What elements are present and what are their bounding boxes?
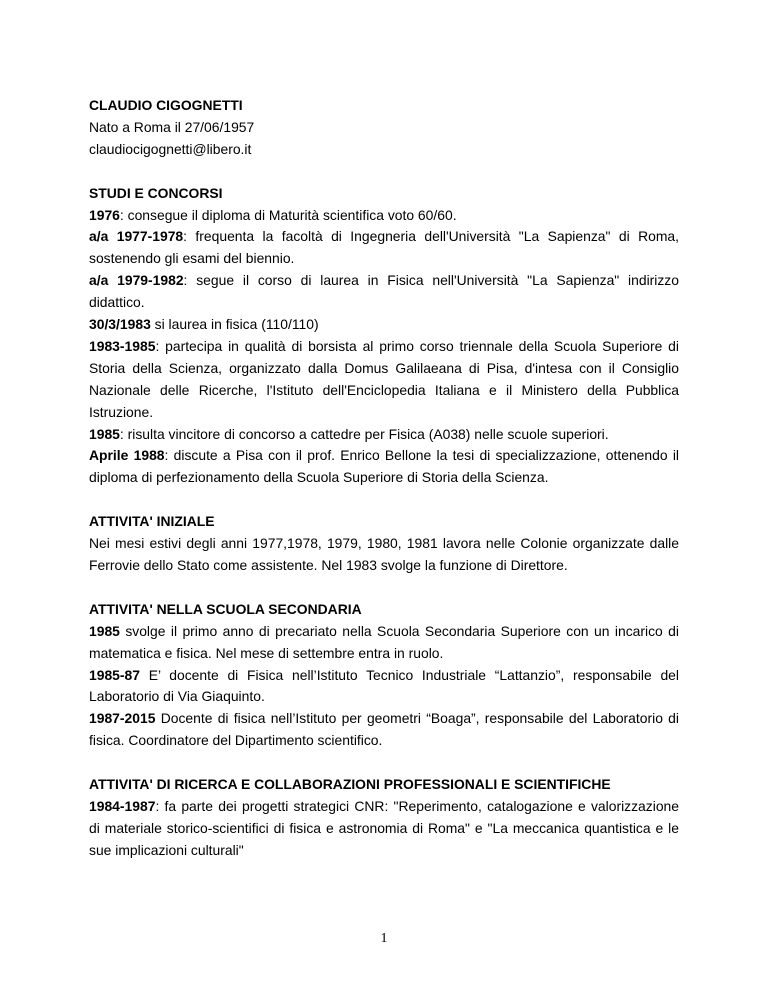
studi-entry: Aprile 1988: discute a Pisa con il prof. Enrico Bellone la tesi di specializzazione, ottenendo il diploma di perfezionamento della Scuola Superiore di Storia della Scienza. xyxy=(89,447,679,486)
studi-entry: 1983-1985: partecipa in qualità di borsista al primo corso triennale della Scuola Superiore di Storia della Scienza, organizzato dalla Domus Galilaeana di Pisa, d'intesa con il Consiglio Nazionale delle Ricerche, l'Istituto dell'Enciclopedia Italiana e il Ministero della Pubblica Istruzione. xyxy=(89,337,679,420)
section-title-iniziale: ATTIVITA' INIZIALE xyxy=(89,513,215,530)
page-number: 1 xyxy=(380,931,388,946)
secondaria-entry: 1987-2015 Docente di fisica nell’Istituto per geometri “Boaga”, responsabile del Laboratorio di fisica. Coordinatore del Dipartimento scientifico. xyxy=(89,710,679,749)
secondaria-entry: 1985 svolge il primo anno di precariato nella Scuola Secondaria Superiore con un incarico di matematica e fisica. Nel mese di settembre entra in ruolo. xyxy=(89,622,679,661)
section-title-secondaria: ATTIVITA' NELLA SCUOLA SECONDARIA xyxy=(89,600,362,617)
section-title-studi: STUDI E CONCORSI xyxy=(89,184,223,201)
iniziale-text: Nei mesi estivi degli anni 1977,1978, 1979, 1980, 1981 lavora nelle Colonie organizzate dalle Ferrovie dello Stato come assistente. Nel 1983 svolge la funzione di Direttore. xyxy=(89,535,679,573)
studi-entry: a/a 1979-1982: segue il corso di laurea in Fisica nell'Università "La Sapienza" indirizzo didattico. xyxy=(89,272,679,311)
studi-entry: 1985: risulta vincitore di concorso a cattedre per Fisica (A038) nelle scuole superiori. xyxy=(89,425,609,442)
section-title-ricerca: ATTIVITA' DI RICERCA E COLLABORAZIONI PROFESSIONALI E SCIENTIFICHE xyxy=(89,776,611,793)
email-address: claudiocigognetti@libero.it xyxy=(89,140,252,157)
birth-info: Nato a Roma il 27/06/1957 xyxy=(89,118,255,135)
secondaria-entry: 1985-87 E’ docente di Fisica nell’Istituto Tecnico Industriale “Lattanzio”, responsabile del Laboratorio di Via Giaquinto. xyxy=(89,666,679,705)
studi-entry: a/a 1977-1978: frequenta la facoltà di Ingegneria dell'Università "La Sapienza" di Roma, sostenendo gli esami del biennio. xyxy=(89,228,679,267)
studi-entry: 1976: consegue il diploma di Maturità scientifica voto 60/60. xyxy=(89,206,457,223)
document-page xyxy=(89,95,679,862)
ricerca-entry: 1984-1987: fa parte dei progetti strategici CNR: "Reperimento, catalogazione e valorizzazione di materiale storico-scientifici di fisica e astronomia di Roma" e "La meccanica quantistica e le sue implicazioni culturali" xyxy=(89,797,679,858)
studi-entry: 30/3/1983 si laurea in fisica (110/110) xyxy=(89,316,319,333)
author-name: CLAUDIO CIGOGNETTI xyxy=(89,97,243,113)
